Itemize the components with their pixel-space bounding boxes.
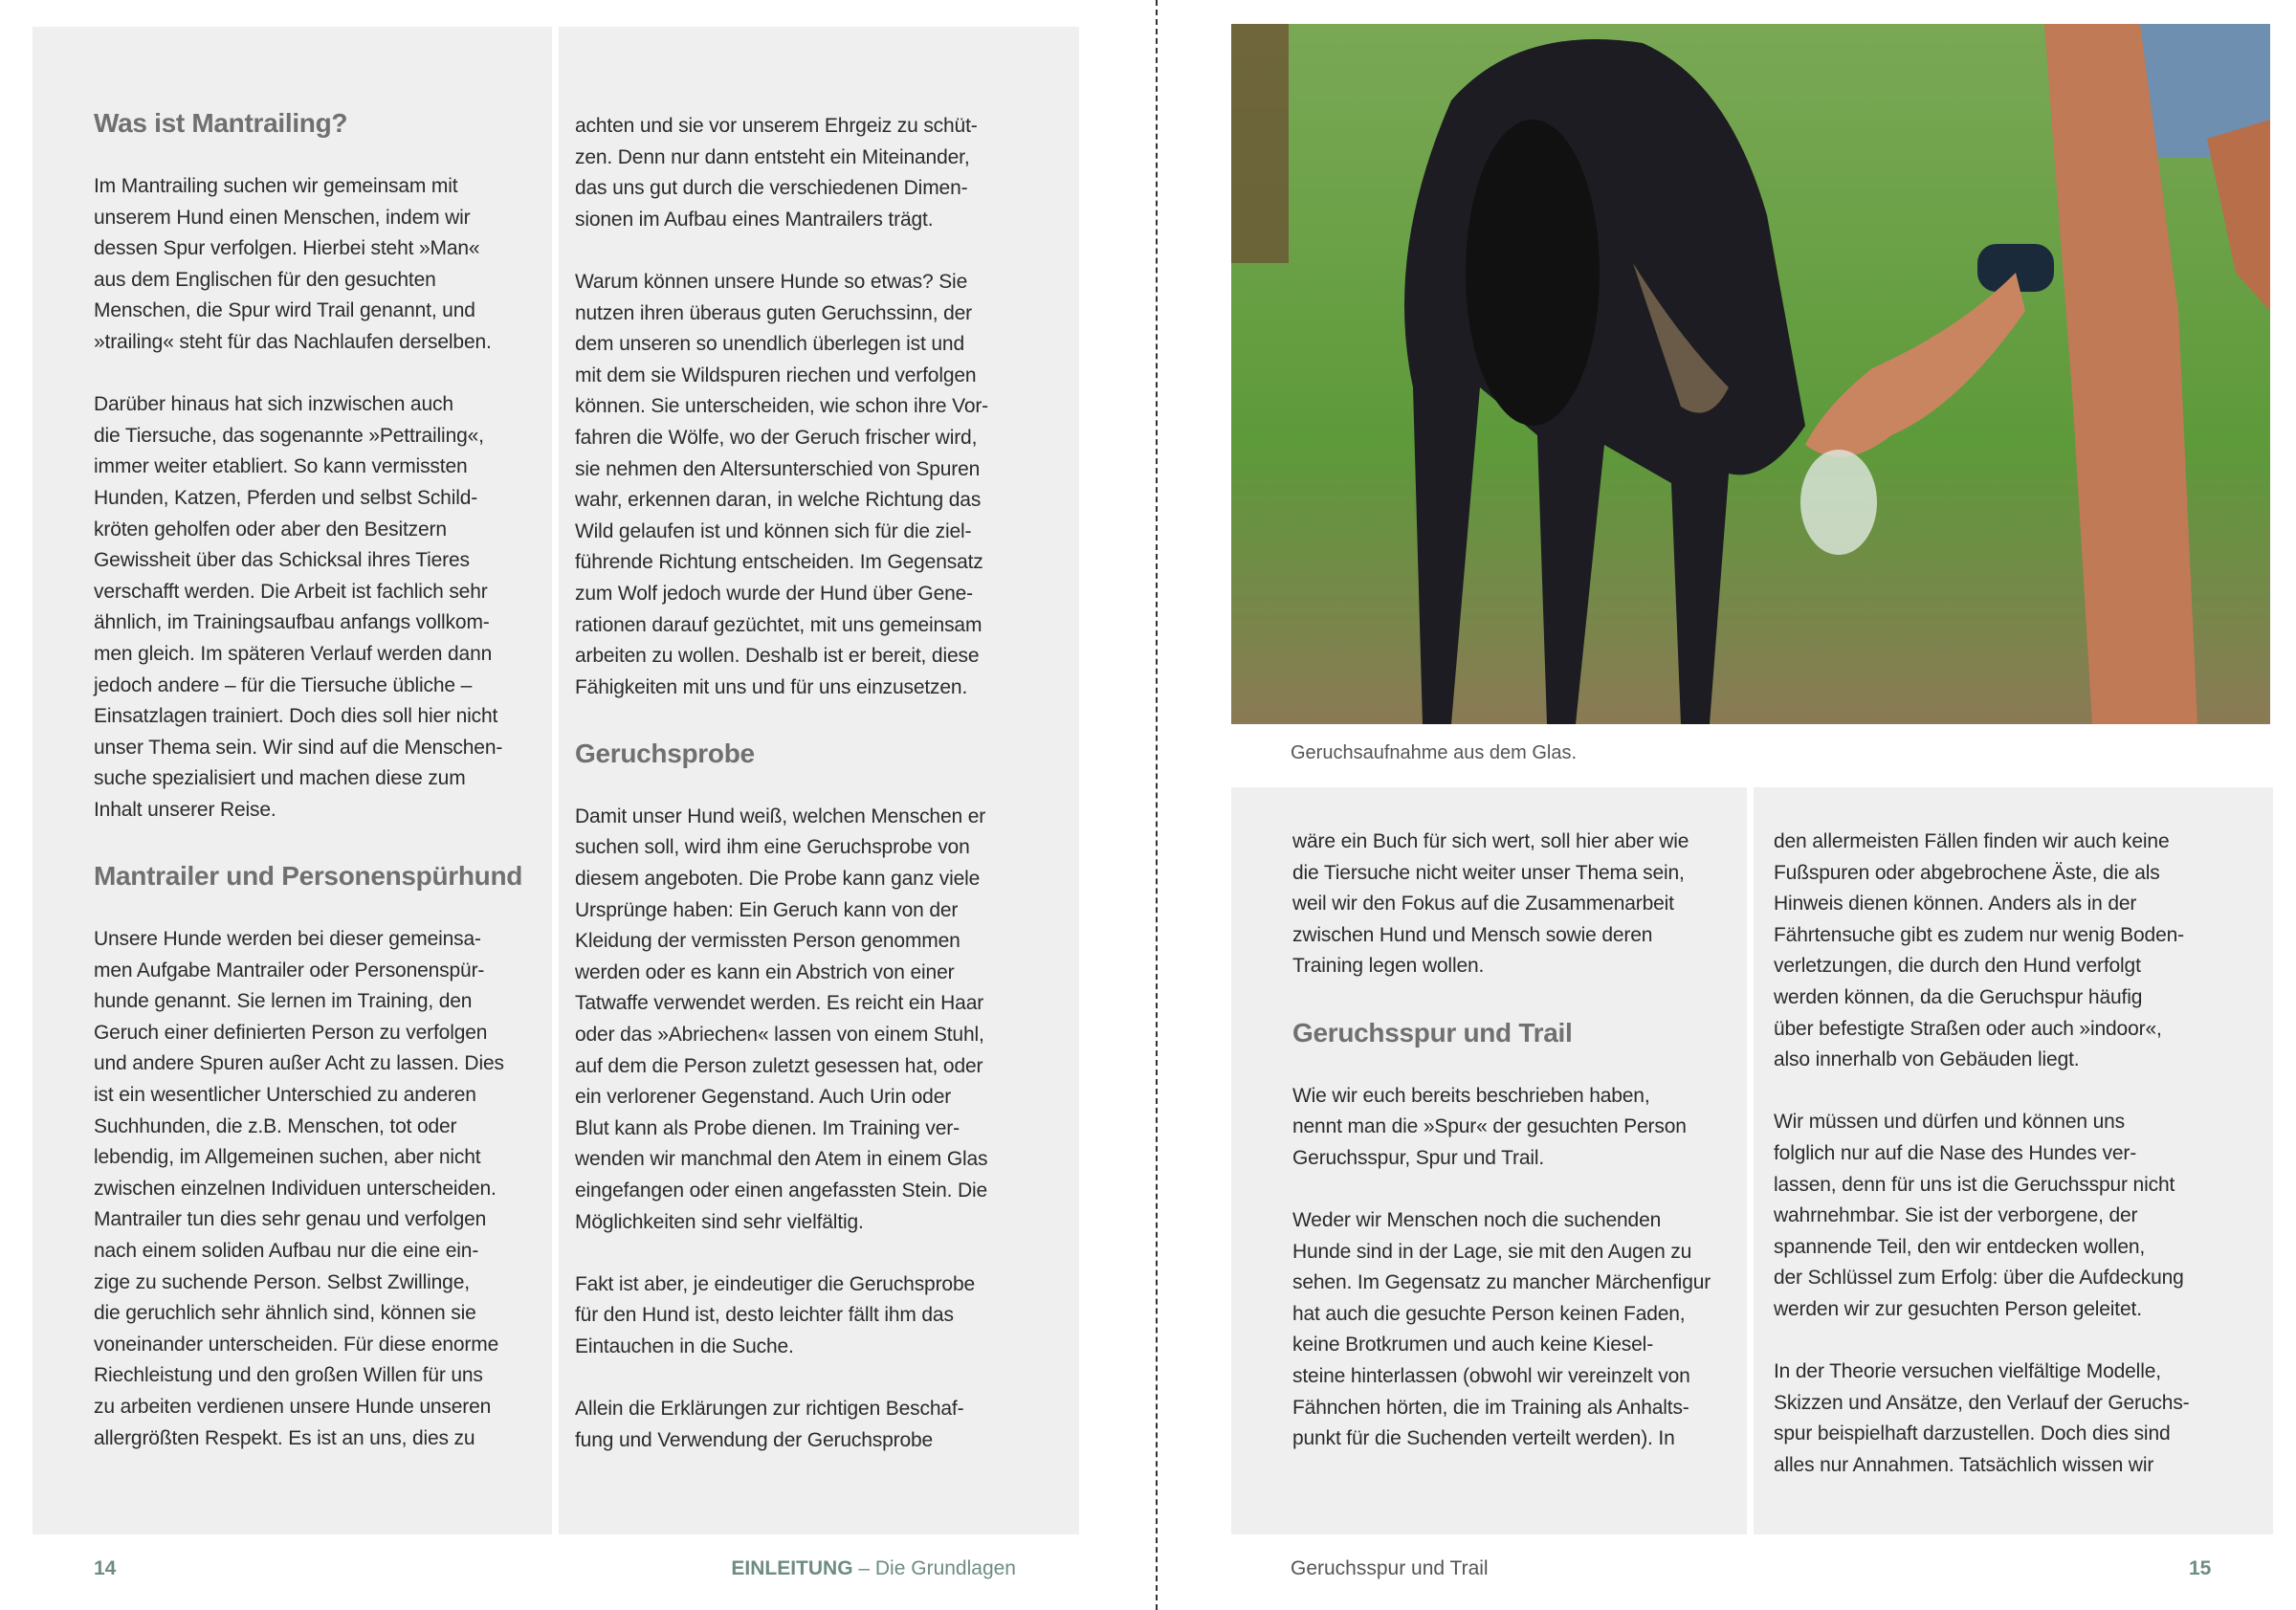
text-line: Fährtensuche gibt es zudem nur wenig Boden-: [1774, 923, 2184, 946]
section-heading: Was ist Mantrailing?: [94, 108, 348, 138]
text-line: suche spezialisiert und machen diese zum: [94, 767, 466, 790]
paragraph: [575, 1394, 1079, 1456]
text-line: der Schlüssel zum Erfolg: über die Aufdeckung: [1774, 1267, 2184, 1290]
text-line: zwischen Hund und Mensch sowie deren: [1292, 923, 1653, 946]
text-line: aus dem Englischen für den gesuchten: [94, 268, 436, 291]
text-line: und andere Spuren außer Acht zu lassen. Dies: [94, 1052, 504, 1075]
text-line: alles nur Annahmen. Tatsächlich wissen wir: [1774, 1453, 2154, 1476]
text-line: lassen, denn für uns ist die Geruchsspur nicht: [1774, 1173, 2175, 1196]
running-head-left: [731, 1555, 1016, 1582]
text-line: verletzungen, die durch den Hund verfolgt: [1774, 955, 2141, 978]
text-line: werden können, da die Geruchspur häufig: [1774, 985, 2143, 1008]
text-line: Wie wir euch bereits beschrieben haben,: [1292, 1084, 1650, 1107]
text-line: wäre ein Buch für sich wert, soll hier aber wie: [1292, 830, 1689, 852]
text-line: men gleich. Im späteren Verlauf werden dann: [94, 642, 493, 665]
text-line: Wild gelaufen ist und können sich für die ziel-: [575, 519, 972, 542]
paragraph: [94, 171, 552, 359]
text-line: Im Mantrailing suchen wir gemeinsam mit: [94, 175, 458, 197]
text-line: Eintauchen in die Suche.: [575, 1334, 794, 1357]
text-line: allergrößten Respekt. Es ist an uns, dies zu: [94, 1426, 475, 1449]
text-line: diesem angeboten. Die Probe kann ganz viele: [575, 868, 981, 891]
text-column-4: [1754, 787, 2273, 1534]
text-line: werden oder es kann ein Abstrich von einer: [575, 960, 955, 983]
text-line: keine Brotkrumen und auch keine Kiesel-: [1292, 1334, 1654, 1356]
text-line: arbeiten zu wollen. Deshalb ist er bereit, diese: [575, 645, 980, 668]
text-line: zige zu suchende Person. Selbst Zwillinge,: [94, 1270, 470, 1293]
text-column-3: [1231, 787, 1747, 1534]
text-line: nutzen ihren überaus guten Geruchssinn, der: [575, 301, 972, 324]
text-line: jedoch andere – für die Tiersuche übliche –: [94, 673, 473, 696]
text-line: fahren die Wölfe, wo der Geruch frischer wird,: [575, 426, 978, 449]
paragraph: [1774, 1107, 2273, 1325]
text-line: Darüber hinaus hat sich inzwischen auch: [94, 393, 453, 416]
text-line: führende Richtung entscheiden. Im Gegensatz: [575, 551, 983, 574]
text-line: Warum können unsere Hunde so etwas? Sie: [575, 270, 968, 293]
text-line: oder das »Abriechen« lassen von einem Stuhl,: [575, 1024, 984, 1047]
text-line: dessen Spur verfolgen. Hierbei steht »Man«: [94, 237, 480, 260]
page-number-right: 15: [2189, 1557, 2212, 1579]
text-line: eingefangen oder einen angefassten Stein. Die: [575, 1180, 988, 1202]
text-line: Damit unser Hund weiß, welchen Menschen er: [575, 805, 986, 827]
text-line: die geruchlich sehr ähnlich sind, können sie: [94, 1302, 476, 1325]
text-line: ähnlich, im Trainingsaufbau anfangs vollkom-: [94, 611, 490, 634]
text-line: weil wir den Fokus auf die Zusammenarbeit: [1292, 893, 1674, 915]
text-line: Hunde sind in der Lage, sie mit den Augen zu: [1292, 1240, 1692, 1263]
text-line: zwischen einzelnen Individuen unterscheiden.: [94, 1177, 497, 1200]
text-column-1: [33, 27, 552, 1534]
text-line: Fußspuren oder abgebrochene Äste, die als: [1774, 861, 2160, 884]
text-line: sie nehmen den Altersunterschied von Spuren: [575, 457, 981, 480]
text-line: Gewissheit über das Schicksal ihres Tieres: [94, 549, 470, 572]
text-line: nach einem soliden Aufbau nur die eine ein-: [94, 1240, 479, 1262]
paragraph: [1292, 827, 1747, 982]
text-line: ist ein wesentlicher Unterschied zu anderen: [94, 1084, 476, 1107]
text-line: Fähnchen hörten, die im Training als Anhalts-: [1292, 1396, 1689, 1419]
text-line: Training legen wollen.: [1292, 955, 1485, 978]
running-head-title: – Die Grundlagen: [852, 1557, 1016, 1579]
text-line: voneinander unterscheiden. Für diese enorme: [94, 1333, 499, 1356]
paragraph: [575, 267, 1079, 703]
text-line: Skizzen und Ansätze, den Verlauf der Geruchs-: [1774, 1391, 2190, 1414]
text-line: Geruchsspur, Spur und Trail.: [1292, 1146, 1545, 1169]
text-line: Suchhunden, die z.B. Menschen, tot oder: [94, 1114, 457, 1137]
text-line: hat auch die gesuchte Person keinen Faden,: [1292, 1302, 1686, 1325]
text-line: Mantrailer tun dies sehr genau und verfolgen: [94, 1208, 487, 1231]
text-line: »trailing« steht für das Nachlaufen derselben.: [94, 330, 492, 353]
text-line: kröten geholfen oder aber den Besitzern: [94, 518, 447, 540]
paragraph: [575, 111, 1079, 235]
text-line: wahr, erkennen daran, in welche Richtung das: [575, 489, 982, 512]
text-line: Fakt ist aber, je eindeutiger die Geruchsprobe: [575, 1272, 976, 1295]
paragraph: [1292, 1081, 1747, 1175]
text-line: Ursprünge haben: Ein Geruch kann von der: [575, 898, 959, 921]
text-line: unserem Hund einen Menschen, indem wir: [94, 206, 471, 229]
text-line: Unsere Hunde werden bei dieser gemeinsa-: [94, 928, 481, 951]
text-line: Geruch einer definierten Person zu verfolgen: [94, 1021, 488, 1044]
text-line: spannende Teil, den wir entdecken wollen,: [1774, 1235, 2146, 1258]
text-line: über befestigte Straßen oder auch »indoor«,: [1774, 1017, 2162, 1040]
text-line: verschafft werden. Die Arbeit ist fachlich sehr: [94, 580, 488, 603]
paragraph: [1774, 827, 2273, 1076]
text-line: die Tiersuche nicht weiter unser Thema sein,: [1292, 861, 1685, 884]
text-line: auf dem die Person zuletzt gesessen hat, oder: [575, 1054, 983, 1077]
paragraph: [1292, 1205, 1747, 1455]
section-heading: Geruchsprobe: [575, 738, 755, 768]
paragraph: [1774, 1356, 2273, 1481]
running-head-section: EINLEITUNG: [731, 1557, 853, 1579]
text-line: wenden wir manchmal den Atem in einem Glas: [575, 1148, 988, 1171]
text-line: zen. Denn nur dann entsteht ein Miteinander,: [575, 145, 970, 168]
text-line: den allermeisten Fällen finden wir auch keine: [1774, 830, 2170, 852]
text-line: unser Thema sein. Wir sind auf die Menschen-: [94, 736, 503, 759]
text-line: dem unseren so unendlich überlegen ist und: [575, 333, 964, 356]
section-heading: Mantrailer und Personenspürhund: [94, 861, 523, 892]
photo-dog-sniffing-glass: [1231, 24, 2270, 724]
text-line: Blut kann als Probe dienen. Im Training ver-: [575, 1116, 960, 1139]
text-line: das uns gut durch die verschiedenen Dimen-: [575, 177, 968, 200]
text-line: Allein die Erklärungen zur richtigen Beschaf-: [575, 1398, 964, 1421]
text-line: wahrnehmbar. Sie ist der verborgene, der: [1774, 1204, 2138, 1227]
text-line: Tatwaffe verwendet werden. Es reicht ein Haar: [575, 992, 984, 1015]
text-line: steine hinterlassen (obwohl wir vereinzelt von: [1292, 1364, 1690, 1387]
text-line: hunde genannt. Sie lernen im Training, den: [94, 990, 473, 1013]
text-line: Kleidung der vermissten Person genommen: [575, 930, 960, 953]
paragraph: [94, 924, 552, 1454]
text-line: punkt für die Suchenden verteilt werden). In: [1292, 1427, 1675, 1450]
text-line: In der Theorie versuchen vielfältige Modelle,: [1774, 1360, 2161, 1383]
text-line: Wir müssen und dürfen und können uns: [1774, 1111, 2125, 1134]
page-gutter-divider: [1156, 0, 1158, 1610]
text-line: Fähigkeiten mit uns und für uns einzusetzen.: [575, 675, 968, 698]
text-line: lebendig, im Allgemeinen suchen, aber nicht: [94, 1146, 481, 1169]
text-line: sehen. Im Gegensatz zu mancher Märchenfigur: [1292, 1271, 1711, 1294]
text-line: zu arbeiten verdienen unsere Hunde unseren: [94, 1395, 492, 1418]
text-line: nennt man die »Spur« der gesuchten Person: [1292, 1115, 1687, 1138]
text-line: fung und Verwendung der Geruchsprobe: [575, 1428, 934, 1451]
text-line: Menschen, die Spur wird Trail genannt, und: [94, 299, 475, 322]
text-line: spur beispielhaft darzustellen. Doch dies sind: [1774, 1423, 2171, 1445]
text-line: für den Hund ist, desto leichter fällt ihm das: [575, 1304, 954, 1327]
text-line: zum Wolf jedoch wurde der Hund über Gene-: [575, 582, 974, 605]
running-head-right: Geruchsspur und Trail: [1291, 1557, 1489, 1579]
paragraph: [94, 389, 552, 826]
text-line: Hunden, Katzen, Pferden und selbst Schild-: [94, 486, 478, 509]
text-column-2: [559, 27, 1079, 1534]
text-line: Riechleistung und den großen Willen für uns: [94, 1364, 483, 1387]
text-line: mit dem sie Wildspuren riechen und verfolgen: [575, 364, 977, 386]
photo-caption: Geruchsaufnahme aus dem Glas.: [1291, 742, 1578, 763]
text-line: die Tiersuche, das sogenannte »Pettrailing«,: [94, 424, 484, 447]
text-line: sionen im Aufbau eines Mantrailers trägt.: [575, 208, 934, 231]
text-line: also innerhalb von Gebäuden liegt.: [1774, 1048, 2080, 1071]
text-line: Weder wir Menschen noch die suchenden: [1292, 1208, 1662, 1231]
text-line: Möglichkeiten sind sehr vielfältig.: [575, 1210, 864, 1233]
section-heading: Geruchsspur und Trail: [1292, 1017, 1573, 1048]
page-number-left: 14: [94, 1557, 117, 1579]
text-line: Einsatzlagen trainiert. Doch dies soll hier nicht: [94, 705, 498, 728]
text-line: werden wir zur gesuchten Person geleitet.: [1774, 1297, 2142, 1320]
text-line: immer weiter etabliert. So kann vermissten: [94, 455, 468, 478]
text-line: rationen darauf gezüchtet, mit uns gemeinsam: [575, 613, 982, 636]
text-line: men Aufgabe Mantrailer oder Personenspür-: [94, 959, 485, 981]
text-line: achten und sie vor unserem Ehrgeiz zu schüt-: [575, 115, 978, 137]
text-line: Hinweis dienen können. Anders als in der: [1774, 893, 2137, 915]
text-line: suchen soll, wird ihm eine Geruchsprobe von: [575, 836, 970, 859]
paragraph: [575, 1269, 1079, 1363]
paragraph: [575, 802, 1079, 1238]
text-line: folglich nur auf die Nase des Hundes ver-: [1774, 1141, 2137, 1164]
text-line: ein verlorener Gegenstand. Auch Urin oder: [575, 1086, 952, 1109]
text-line: Inhalt unserer Reise.: [94, 798, 276, 821]
text-line: können. Sie unterscheiden, wie schon ihre Vor-: [575, 395, 989, 418]
